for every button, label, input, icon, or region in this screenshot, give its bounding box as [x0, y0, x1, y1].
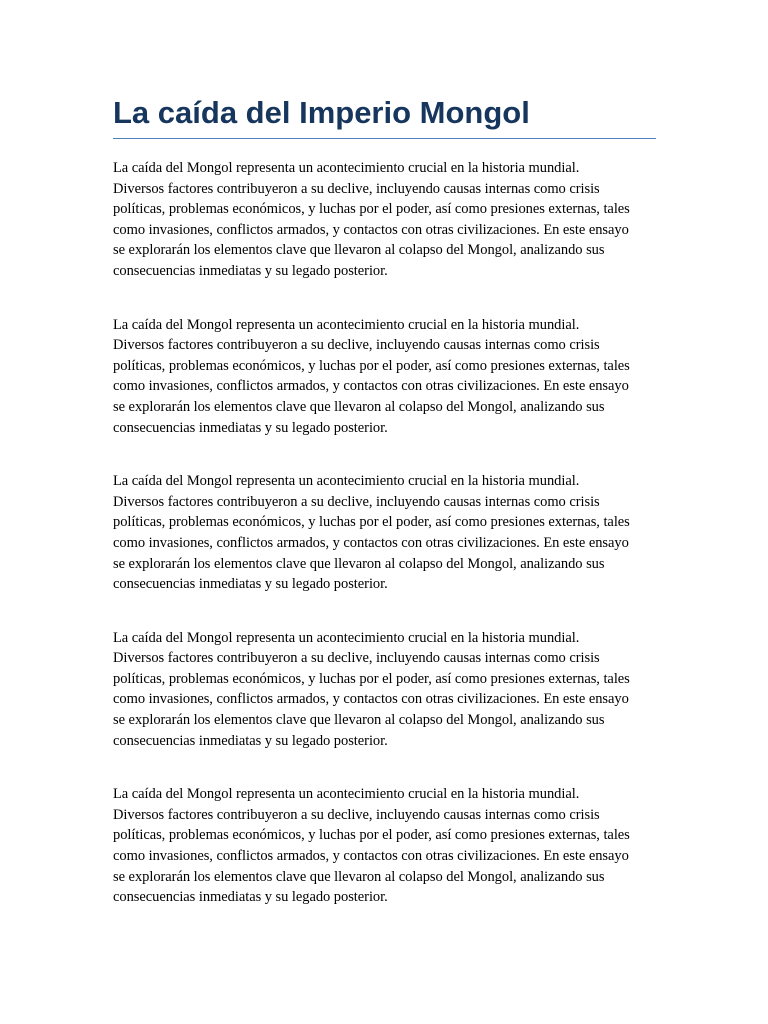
paragraph [113, 784, 656, 908]
paragraph-line: La caída del Mongol representa un acontecimiento crucial en la historia mundial. [113, 473, 580, 490]
paragraph-line: se explorarán los elementos clave que llevaron al colapso del Mongol, analizando sus [113, 712, 605, 729]
paragraph-line: políticas, problemas económicos, y luchas por el poder, así como presiones externas, tales [113, 514, 630, 531]
paragraph-line: Diversos factores contribuyeron a su declive, incluyendo causas internas como crisis [113, 180, 600, 197]
paragraph-line: se explorarán los elementos clave que llevaron al colapso del Mongol, analizando sus [113, 242, 605, 259]
paragraph-line: Diversos factores contribuyeron a su declive, incluyendo causas internas como crisis [113, 650, 600, 667]
paragraph-line: se explorarán los elementos clave que llevaron al colapso del Mongol, analizando sus [113, 398, 605, 415]
paragraph-line: se explorarán los elementos clave que llevaron al colapso del Mongol, analizando sus [113, 868, 605, 885]
paragraph [113, 158, 656, 282]
paragraph-line: Diversos factores contribuyeron a su declive, incluyendo causas internas como crisis [113, 337, 600, 354]
paragraph-line: consecuencias inmediatas y su legado posterior. [113, 732, 388, 749]
paragraph-line: La caída del Mongol representa un acontecimiento crucial en la historia mundial. [113, 786, 580, 803]
paragraph-line: como invasiones, conflictos armados, y contactos con otras civilizaciones. En este ensayo [113, 691, 629, 708]
document-title: La caída del Imperio Mongol [113, 92, 656, 139]
paragraph-line: consecuencias inmediatas y su legado posterior. [113, 262, 388, 279]
paragraph-line: se explorarán los elementos clave que llevaron al colapso del Mongol, analizando sus [113, 555, 605, 572]
paragraph-line: consecuencias inmediatas y su legado posterior. [113, 889, 388, 906]
paragraph-line: La caída del Mongol representa un acontecimiento crucial en la historia mundial. [113, 160, 580, 176]
paragraph-line: consecuencias inmediatas y su legado posterior. [113, 576, 388, 593]
paragraph-line: como invasiones, conflictos armados, y contactos con otras civilizaciones. En este ensayo [113, 534, 629, 551]
paragraph-line: consecuencias inmediatas y su legado posterior. [113, 419, 388, 436]
document-content [113, 92, 656, 941]
paragraph-line: Diversos factores contribuyeron a su declive, incluyendo causas internas como crisis [113, 493, 600, 510]
paragraph-line: políticas, problemas económicos, y luchas por el poder, así como presiones externas, tales [113, 827, 630, 844]
paragraph-line: como invasiones, conflictos armados, y contactos con otras civilizaciones. En este ensayo [113, 378, 629, 395]
paragraph-line: Diversos factores contribuyeron a su declive, incluyendo causas internas como crisis [113, 806, 600, 823]
paragraph [113, 471, 656, 595]
paragraph-line: como invasiones, conflictos armados, y contactos con otras civilizaciones. En este ensayo [113, 221, 629, 238]
paragraph-line: como invasiones, conflictos armados, y contactos con otras civilizaciones. En este ensayo [113, 848, 629, 865]
document-body [113, 158, 656, 908]
paragraph-line: La caída del Mongol representa un acontecimiento crucial en la historia mundial. [113, 629, 580, 646]
paragraph [113, 315, 656, 439]
paragraph-line: La caída del Mongol representa un acontecimiento crucial en la historia mundial. [113, 316, 580, 333]
paragraph-line: políticas, problemas económicos, y luchas por el poder, así como presiones externas, tales [113, 357, 630, 374]
paragraph-line: políticas, problemas económicos, y luchas por el poder, así como presiones externas, tales [113, 201, 630, 218]
paragraph-line: políticas, problemas económicos, y luchas por el poder, así como presiones externas, tales [113, 670, 630, 687]
paragraph [113, 628, 656, 752]
